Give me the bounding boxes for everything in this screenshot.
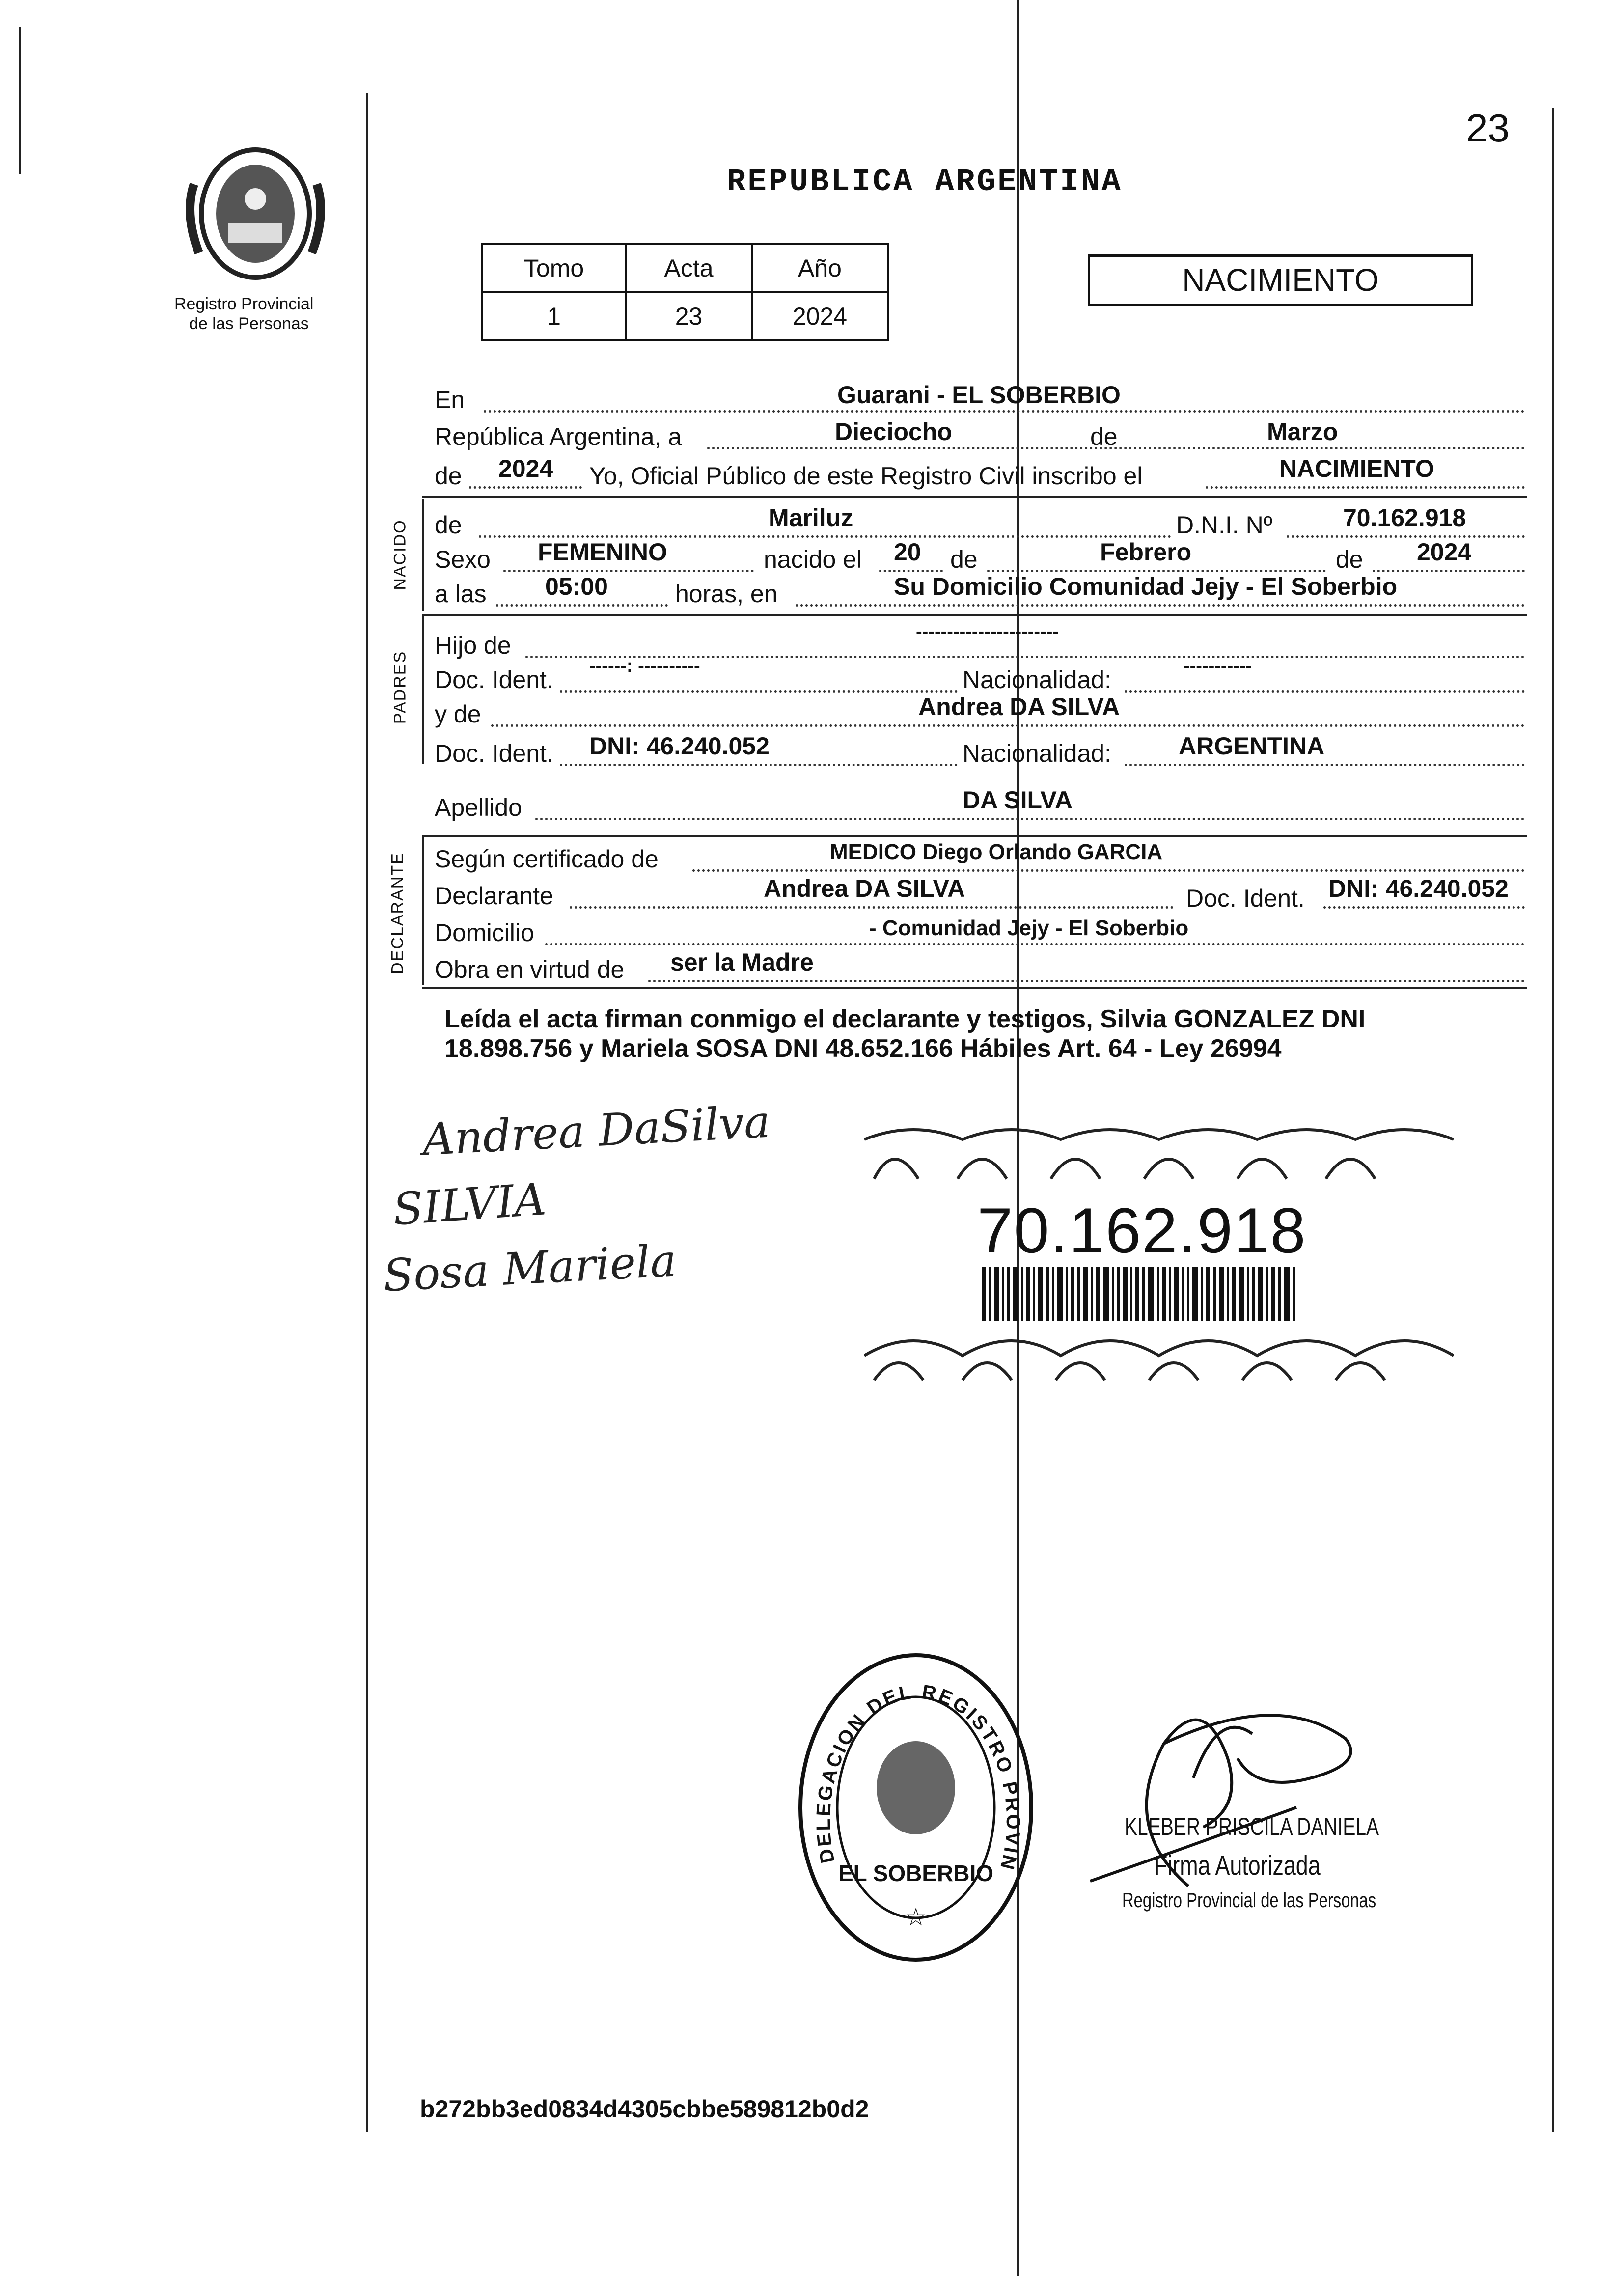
decl-doc-dotline — [1323, 906, 1525, 909]
dia-value: Dieciocho — [835, 418, 952, 445]
horas-en-label: horas, en — [675, 580, 778, 608]
de2-label: de — [435, 462, 462, 490]
apellido-label: Apellido — [435, 794, 522, 821]
declarante-dotline — [570, 906, 1174, 909]
side-label-declarante: DECLARANTE — [388, 852, 407, 974]
nac-de-label: de — [950, 546, 978, 573]
form-left-border-line — [366, 93, 368, 2132]
svg-text:☆: ☆ — [905, 1903, 927, 1931]
tipo-dotline — [1206, 486, 1525, 489]
en-dotline — [484, 410, 1525, 413]
tomo-acta-anio-table — [481, 243, 889, 341]
tipo-value: NACIMIENTO — [1279, 455, 1434, 482]
official-office: Registro Provincial de las Personas — [1122, 1888, 1376, 1912]
obra-dotline — [648, 980, 1525, 982]
nacionalidad2-label: Nacionalidad: — [963, 740, 1111, 767]
domicilio-dotline — [545, 943, 1525, 945]
acta-value: 23 — [626, 292, 752, 340]
domicilio-value: - Comunidad Jejy - El Soberbio — [869, 916, 1189, 940]
anio-header: Año — [752, 244, 888, 292]
record-type-box — [1088, 254, 1473, 306]
barcode-icon — [982, 1267, 1296, 1321]
tomo-value: 1 — [482, 292, 626, 340]
province-emblem-logo — [184, 140, 327, 287]
tomo-header: Tomo — [482, 244, 626, 292]
section-divider-2 — [422, 614, 1527, 616]
nac-de2-label: de — [1336, 546, 1363, 573]
doc1-value: ------: ---------- — [589, 656, 700, 676]
republica-label: República Argentina, a — [435, 423, 682, 450]
country-title: REPUBLICA ARGENTINA — [727, 165, 1123, 200]
apellido-value: DA SILVA — [963, 786, 1073, 814]
nombre-label: de — [435, 511, 462, 539]
obra-label: Obra en virtud de — [435, 956, 625, 983]
closing-line-2: 18.898.756 y Mariela SOSA DNI 48.652.166 Hábiles Art. 64 - Ley 26994 — [444, 1034, 1282, 1063]
side-label-padres: PADRES — [390, 650, 410, 724]
closing-line-1: Leída el acta firman conmigo el declarante y testigos, Silvia GONZALEZ DNI — [444, 1005, 1366, 1033]
madre-dotline — [491, 724, 1525, 727]
declarante-value: Andrea DA SILVA — [764, 875, 965, 902]
oficial-text: Yo, Oficial Público de este Registro Civil inscribo el — [589, 462, 1143, 490]
scan-left-edge-line — [19, 27, 21, 174]
dni-label: D.N.I. Nº — [1176, 511, 1273, 539]
doc2-label: Doc. Ident. — [435, 740, 553, 767]
nombre-value: Mariluz — [769, 504, 853, 531]
anio-dotline — [469, 486, 582, 489]
padres-bracket — [422, 616, 424, 764]
seal-ring-text: DELEGACION DEL REGISTRO PROVIN — [812, 1681, 1024, 1874]
signature-testigo-silvia: SILVIA — [391, 1173, 548, 1236]
emblem-icon — [184, 140, 327, 287]
official-name: KLEBER PRISCILA DANIELA — [1125, 1813, 1379, 1840]
domicilio-label: Domicilio — [435, 919, 534, 946]
hora-value: 05:00 — [545, 573, 608, 600]
form-right-border-line — [1552, 108, 1554, 2132]
hijo-de-label: Hijo de — [435, 632, 511, 659]
nacionalidad2-value: ARGENTINA — [1179, 732, 1325, 760]
nacionalidad1-value: ----------- — [1184, 656, 1252, 676]
nacionalidad1-label: Nacionalidad: — [963, 666, 1111, 694]
hijo-value: ----------------------- — [916, 621, 1059, 642]
obra-value: ser la Madre — [670, 948, 814, 976]
doc2-dotline — [560, 764, 958, 766]
nac1-dotline — [1125, 690, 1525, 693]
signature-declarante: Andrea DaSilva — [421, 1096, 771, 1166]
a-las-label: a las — [435, 580, 487, 608]
nac2-dotline — [1125, 764, 1525, 766]
mes-value: Marzo — [1267, 418, 1338, 445]
lugar-dotline — [796, 604, 1525, 607]
nac-mes-value: Febrero — [1100, 538, 1192, 566]
seal-icon — [796, 1650, 1036, 1965]
record-type-label: NACIMIENTO — [1182, 262, 1379, 298]
barcode-number: 70.162.918 — [977, 1194, 1307, 1266]
decl-doc-label: Doc. Ident. — [1186, 885, 1305, 912]
logo-caption-line1: Registro Provincial — [174, 295, 314, 313]
doc1-label: Doc. Ident. — [435, 666, 553, 694]
seal-center-text: EL SOBERBIO — [838, 1860, 994, 1886]
doc2-value: DNI: 46.240.052 — [589, 732, 770, 760]
footer-hash: b272bb3ed0834d4305cbbe589812b0d2 — [420, 2095, 869, 2123]
logo-caption-line2: de las Personas — [189, 314, 309, 333]
doc1-dotline — [560, 690, 958, 693]
decl-doc-value: DNI: 46.240.052 — [1328, 875, 1509, 902]
page-number: 23 — [1466, 106, 1510, 150]
en-label: En — [435, 386, 465, 414]
side-label-nacido: NACIDO — [390, 519, 410, 590]
hora-dotline — [496, 604, 668, 607]
sexo-dotline — [503, 570, 754, 572]
cert-dotline — [692, 869, 1525, 872]
anio-value: 2024 — [752, 292, 888, 340]
section-divider-1 — [422, 496, 1527, 498]
nac-dia-value: 20 — [894, 538, 921, 566]
nac-anio-value: 2024 — [1417, 538, 1472, 566]
sexo-value: FEMENINO — [538, 538, 667, 566]
official-role: Firma Autorizada — [1154, 1850, 1321, 1881]
declarante-label: Declarante — [435, 882, 553, 910]
sexo-label: Sexo — [435, 546, 491, 573]
dni-dotline — [1287, 535, 1525, 538]
section-divider-3 — [422, 835, 1527, 837]
nacido-el-label: nacido el — [764, 546, 862, 573]
dni-value: 70.162.918 — [1343, 504, 1466, 531]
nacido-bracket — [422, 499, 424, 611]
official-seal — [796, 1650, 1036, 1965]
y-de-label: y de — [435, 700, 481, 728]
declarante-bracket — [422, 837, 424, 985]
certificado-label: Según certificado de — [435, 845, 659, 873]
certificado-value: MEDICO Diego Orlando GARCIA — [830, 840, 1163, 864]
barcode-label — [864, 1120, 1454, 1385]
lugar-value: Su Domicilio Comunidad Jejy - El Soberbio — [894, 573, 1398, 600]
section-divider-4 — [422, 987, 1527, 989]
anio-value: 2024 — [498, 455, 553, 482]
madre-value: Andrea DA SILVA — [918, 693, 1120, 721]
acta-header: Acta — [626, 244, 752, 292]
signature-testigo-sosa: Sosa Mariela — [382, 1235, 678, 1302]
de-label: de — [1090, 423, 1118, 450]
apellido-dotline — [535, 818, 1525, 820]
en-value: Guarani - EL SOBERBIO — [837, 381, 1121, 409]
